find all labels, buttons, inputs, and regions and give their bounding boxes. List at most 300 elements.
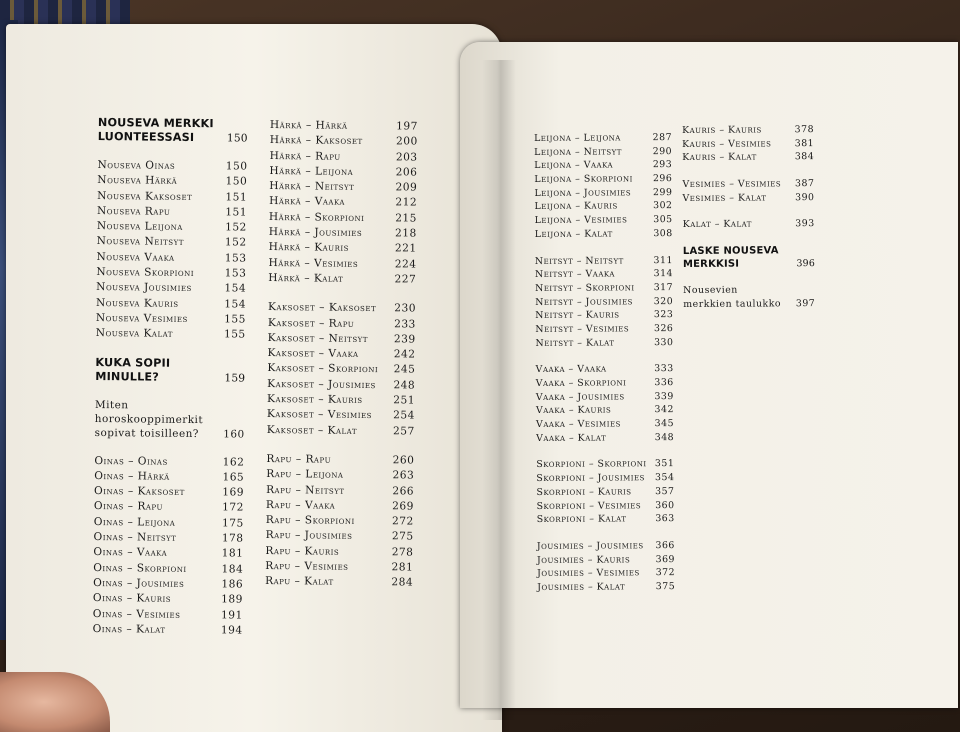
toc-entry <box>682 191 814 206</box>
toc-entry-title: Nouseva Vesimies <box>95 311 188 325</box>
toc-entry-title: Kaksoset – Jousimies <box>267 377 376 391</box>
toc-page-number: 218 <box>395 227 417 240</box>
toc-entry <box>682 137 814 152</box>
toc-entry <box>269 240 417 257</box>
toc-page-number: 320 <box>653 295 674 307</box>
toc-page-number: 263 <box>392 469 415 482</box>
toc-entry <box>94 484 244 501</box>
toc-entry-title: Oinas – Neitsyt <box>93 531 177 544</box>
toc-entry-title: Rapu – Vaaka <box>265 498 336 512</box>
toc-entry <box>97 234 247 251</box>
toc-entry-title: Oinas – Skorpioni <box>93 561 187 575</box>
toc-entry-title: Nouseva Rapu <box>96 204 171 218</box>
toc-section-heading <box>683 244 815 271</box>
toc-entry-title: Rapu – Neitsyt <box>266 483 345 497</box>
toc-page-number: 189 <box>221 593 244 606</box>
toc-page-number: 281 <box>391 561 414 574</box>
toc-entry-title: Leijona – Vesimies <box>534 214 628 227</box>
toc-page-number: 293 <box>652 159 673 171</box>
toc-entry-title: Jousimies – Kauris <box>536 553 631 566</box>
toc-entry <box>94 454 244 471</box>
toc-entry <box>537 512 675 527</box>
toc-page-number: 230 <box>394 302 417 315</box>
toc-spacer <box>268 286 416 302</box>
toc-entry-title: Vaaka – Kalat <box>536 432 607 444</box>
toc-entry-title: Kauris – Kalat <box>682 151 757 164</box>
toc-entry-title: Miten horoskooppimerkit sopivat toisilleen? <box>94 398 204 440</box>
toc-page-number: 396 <box>796 258 816 270</box>
toc-page-number: 152 <box>224 236 247 250</box>
toc-entry <box>93 545 243 562</box>
toc-entry <box>534 158 672 173</box>
toc-spacer <box>683 205 815 219</box>
toc-spacer <box>95 384 245 400</box>
toc-entry <box>682 123 814 138</box>
toc-entry <box>683 283 815 312</box>
toc-entry-title: Härkä – Vaaka <box>269 195 346 209</box>
toc-entry-title: Kalat – Kalat <box>682 218 752 231</box>
toc-entry <box>267 361 415 378</box>
toc-entry-title: Vesimies – Vesimies <box>682 178 782 191</box>
toc-page-number: 254 <box>393 409 415 422</box>
toc-spacer <box>682 164 814 178</box>
toc-entry-title: Kaksoset – Kauris <box>266 393 363 407</box>
toc-entry <box>94 469 244 486</box>
toc-page-number: 154 <box>224 298 247 311</box>
toc-entry-title: Rapu – Rapu <box>266 452 332 466</box>
toc-page-number: 311 <box>653 254 673 266</box>
toc-entry-title: Kaksoset – Rapu <box>267 316 355 330</box>
toc-page-number: 326 <box>653 322 674 335</box>
toc-entry-title: Neitsyt – Neitsyt <box>534 254 624 267</box>
toc-page-number: 206 <box>395 166 418 179</box>
toc-entry <box>267 392 415 409</box>
toc-page-number: 390 <box>795 191 815 203</box>
toc-page-number: 153 <box>224 267 247 280</box>
toc-entry-title: Nouseva Härkä <box>97 174 178 188</box>
toc-entry-title: Nousevien merkkien taulukko <box>683 284 782 311</box>
toc-page-number: 160 <box>223 427 245 441</box>
toc-entry-title: Neitsyt – Vesimies <box>535 323 630 335</box>
toc-entry-title: Nouseva Skorpioni <box>96 266 195 280</box>
toc-page-number: 260 <box>392 454 415 467</box>
toc-entry-title: Leijona – Neitsyt <box>534 146 622 158</box>
toc-entry-title: Oinas – Kauris <box>92 592 172 606</box>
toc-entry-title: Oinas – Kalat <box>92 622 166 636</box>
toc-page-number: 381 <box>794 137 815 149</box>
toc-entry <box>93 576 243 593</box>
toc-page-number: 363 <box>655 513 675 525</box>
left-page <box>6 24 502 732</box>
toc-entry-title: Härkä – Rapu <box>269 149 341 163</box>
toc-section-heading <box>95 356 245 386</box>
toc-entry <box>268 316 416 333</box>
toc-entry <box>93 561 243 578</box>
toc-entry-title: Nouseva Neitsyt <box>96 235 184 249</box>
toc-page-number: 314 <box>653 268 674 280</box>
toc-page-number: 194 <box>220 624 243 637</box>
toc-page-number: 245 <box>393 363 416 376</box>
toc-entry-title: Kaksoset – Vesimies <box>266 408 372 422</box>
toc-entry-title: Oinas – Leijona <box>93 515 176 529</box>
toc-page-number: 209 <box>395 181 418 194</box>
toc-page-number: 227 <box>394 273 417 286</box>
toc-page-number: 155 <box>223 328 246 341</box>
toc-entry <box>269 194 417 211</box>
toc-entry-title: Skorpioni – Kauris <box>536 486 632 498</box>
toc-entry-title: Härkä – Vesimies <box>268 256 359 270</box>
toc-entry <box>96 265 246 282</box>
toc-page-number: 299 <box>652 186 673 198</box>
toc-entry-title: Härkä – Kauris <box>268 241 350 255</box>
toc-page-number: 257 <box>392 424 415 438</box>
toc-entry <box>269 164 417 181</box>
toc-entry <box>96 250 246 267</box>
toc-page-number: 372 <box>655 567 676 579</box>
toc-entry-title: Kaksoset – Kalat <box>266 423 358 437</box>
toc-page-number: 191 <box>220 608 243 622</box>
toc-page-number: 287 <box>652 132 673 144</box>
toc-entry-title: Leijona – Leijona <box>534 132 621 144</box>
toc-page-number: 152 <box>225 221 247 234</box>
toc-entry-title: Neitsyt – Skorpioni <box>535 282 635 294</box>
toc-page-number: 317 <box>653 281 674 294</box>
toc-entry <box>535 322 673 337</box>
toc-entry <box>95 398 245 442</box>
toc-entry <box>682 177 814 192</box>
toc-entry <box>265 544 413 561</box>
toc-entry <box>268 300 416 317</box>
toc-entry <box>534 172 672 187</box>
toc-page-number: 153 <box>224 252 247 265</box>
toc-page-number: 369 <box>655 553 676 565</box>
toc-spacer <box>95 342 245 358</box>
toc-page-number: 342 <box>654 404 674 416</box>
toc-entry <box>535 281 673 296</box>
toc-page-number: 336 <box>654 377 674 389</box>
toc-entry <box>96 326 246 343</box>
toc-entry-title: Rapu – Jousimies <box>265 529 353 543</box>
toc-entry-title: Oinas – Rapu <box>93 500 163 514</box>
toc-entry <box>267 377 415 394</box>
toc-entry-title: Oinas – Kaksoset <box>94 485 185 499</box>
toc-entry <box>93 591 243 608</box>
toc-page-number: 348 <box>654 431 675 443</box>
toc-entry-title: Kauris – Kauris <box>682 124 762 136</box>
toc-page-number: 169 <box>222 486 245 499</box>
toc-entry <box>268 271 416 288</box>
toc-entry-title: Leijona – Jousimies <box>534 187 632 199</box>
toc-entry-title: Neitsyt – Kalat <box>535 337 615 349</box>
toc-entry-title: Neitsyt – Jousimies <box>535 295 634 308</box>
toc-page-number: 150 <box>225 160 248 173</box>
toc-entry-title: Vaaka – Jousimies <box>535 391 625 403</box>
toc-entry <box>94 530 244 547</box>
toc-entry-title: Skorpioni – Jousimies <box>536 472 645 485</box>
toc-entry <box>97 219 247 236</box>
toc-entry-title: Rapu – Skorpioni <box>265 514 355 528</box>
toc-entry-title: Leijona – Kalat <box>534 228 613 240</box>
toc-page-number: 278 <box>391 546 414 559</box>
toc-entry <box>265 574 413 591</box>
toc-entry-title: Leijona – Vaaka <box>534 159 614 172</box>
toc-entry <box>267 423 415 440</box>
toc-entry <box>536 457 674 472</box>
toc-entry <box>534 186 672 201</box>
toc-page-number: 357 <box>655 485 675 497</box>
toc-spacer <box>683 231 815 245</box>
toc-entry <box>97 204 247 221</box>
toc-page-number: 384 <box>794 151 815 163</box>
toc-entry <box>683 218 815 233</box>
toc-page-number: 351 <box>654 458 675 470</box>
toc-page-number: 172 <box>222 501 244 515</box>
toc-page-number: 242 <box>393 348 416 361</box>
toc-page-number: 308 <box>653 227 673 239</box>
toc-entry-title: Rapu – Kauris <box>265 544 340 558</box>
toc-page-number: 339 <box>654 390 674 402</box>
toc-entry-title: Oinas – Oinas <box>94 454 168 468</box>
toc-page-number: 175 <box>221 517 244 530</box>
toc-page-number: 203 <box>395 150 418 164</box>
toc-entry-title: Kaksoset – Kaksoset <box>267 301 377 315</box>
toc-entry <box>266 467 414 484</box>
toc-spacer <box>98 144 248 160</box>
toc-entry-title: Vaaka – Vesimies <box>536 418 621 431</box>
toc-entry-title: Vaaka – Skorpioni <box>535 377 627 389</box>
toc-page-number: 154 <box>224 282 247 295</box>
toc-page-number: 269 <box>392 500 415 513</box>
toc-entry <box>537 499 675 514</box>
toc-entry-title: Kaksoset – Vaaka <box>267 347 359 361</box>
toc-entry <box>536 417 674 432</box>
toc-entry <box>94 499 244 516</box>
toc-entry-title: Härkä – Kalat <box>268 271 344 285</box>
toc-entry <box>535 213 673 228</box>
toc-entry-title: LASKE NOUSEVA MERKKISI <box>682 245 779 271</box>
toc-page-number: 284 <box>391 576 414 589</box>
toc-entry-title: Nouseva Kauris <box>95 296 179 310</box>
toc-page-number: 165 <box>222 471 245 484</box>
toc-entry-title: Jousimies – Vesimies <box>537 567 640 580</box>
toc-entry-title: Härkä – Jousimies <box>268 226 363 240</box>
toc-entry <box>269 225 417 242</box>
toc-entry <box>537 580 675 595</box>
toc-entry <box>535 295 673 310</box>
toc-entry-title: Kaksoset – Skorpioni <box>267 362 379 376</box>
toc-page-number: 305 <box>653 214 673 226</box>
toc-entry <box>97 189 247 206</box>
toc-page-number: 159 <box>224 371 246 385</box>
toc-page-number: 197 <box>396 120 418 133</box>
toc-entry-title: Vaaka – Kauris <box>535 404 612 417</box>
toc-entry-title: Kauris – Vesimies <box>682 138 772 150</box>
toc-entry <box>535 254 673 269</box>
toc-entry <box>535 336 673 351</box>
toc-page-number: 248 <box>393 379 416 392</box>
toc-entry <box>266 483 414 500</box>
toc-entry-title: NOUSEVA MERKKI LUONTEESSASI <box>97 116 214 145</box>
toc-column-left-1 <box>93 116 248 639</box>
toc-entry-title: Härkä – Härkä <box>269 118 348 132</box>
toc-page-number: 375 <box>655 580 676 593</box>
toc-entry <box>97 158 247 175</box>
toc-entry <box>96 311 246 328</box>
toc-section-heading <box>98 116 248 146</box>
toc-page-number: 296 <box>652 173 673 185</box>
toc-column-right-2 <box>682 123 815 312</box>
toc-page-number: 215 <box>395 212 418 225</box>
toc-spacer <box>537 526 675 540</box>
toc-entry <box>534 145 672 160</box>
toc-entry-title: Leijona – Skorpioni <box>534 173 633 186</box>
toc-entry-title: Jousimies – Kalat <box>537 581 626 593</box>
toc-entry-title: Kaksoset – Neitsyt <box>267 331 369 345</box>
toc-entry-title: Härkä – Neitsyt <box>269 180 355 194</box>
toc-entry-title: Jousimies – Jousimies <box>536 540 644 552</box>
toc-entry <box>97 173 247 190</box>
toc-entry <box>268 256 416 273</box>
toc-spacer <box>536 349 674 363</box>
toc-entry-title: Neitsyt – Vaaka <box>534 268 615 281</box>
toc-entry <box>266 513 414 530</box>
toc-page-number: 239 <box>393 333 416 346</box>
toc-entry-title: Nouseva Jousimies <box>96 281 192 295</box>
toc-column-left-2 <box>265 118 418 591</box>
toc-entry <box>266 498 414 515</box>
toc-page-number: 155 <box>224 313 246 326</box>
toc-page-number: 266 <box>392 484 415 498</box>
toc-page-number: 360 <box>655 499 675 511</box>
toc-column-right-1 <box>534 131 675 595</box>
toc-spacer <box>536 444 674 458</box>
toc-entry <box>537 539 675 554</box>
toc-entry <box>96 296 246 313</box>
toc-page-number: 233 <box>394 317 416 331</box>
toc-entry <box>268 331 416 348</box>
toc-entry-title: Oinas – Jousimies <box>93 576 185 590</box>
toc-entry <box>682 150 814 165</box>
toc-entry-title: Skorpioni – Skorpioni <box>536 458 647 471</box>
toc-entry <box>270 133 418 150</box>
toc-entry <box>536 390 674 405</box>
toc-page-number: 323 <box>653 309 674 321</box>
toc-entry <box>269 210 417 227</box>
toc-entry <box>265 559 413 576</box>
toc-entry-title: Skorpioni – Vesimies <box>536 499 642 512</box>
toc-entry-title: Nouseva Kalat <box>95 327 174 341</box>
toc-entry-title: Leijona – Kauris <box>534 200 618 213</box>
book-gutter <box>482 60 516 720</box>
toc-entry-title: KUKA SOPII MINULLE? <box>95 355 171 384</box>
toc-page-number: 393 <box>795 218 815 230</box>
toc-spacer <box>535 241 673 255</box>
toc-page-number: 387 <box>794 178 815 190</box>
toc-page-number: 290 <box>652 145 673 157</box>
toc-spacer <box>94 440 244 456</box>
toc-entry-title: Oinas – Vesimies <box>92 607 181 621</box>
toc-entry <box>536 403 674 418</box>
toc-entry <box>536 362 674 377</box>
toc-entry-title: Härkä – Kaksoset <box>269 134 363 148</box>
toc-entry-title: Nouseva Vaaka <box>96 250 175 264</box>
toc-entry <box>536 376 674 391</box>
toc-entry <box>535 227 673 242</box>
toc-spacer <box>683 270 815 284</box>
toc-entry <box>537 553 675 568</box>
toc-page-number: 212 <box>395 196 418 210</box>
toc-entry-title: Rapu – Kalat <box>265 575 334 589</box>
toc-entry-title: Neitsyt – Kauris <box>535 309 620 322</box>
toc-page-number: 181 <box>221 547 244 560</box>
toc-page-number: 200 <box>395 135 418 148</box>
toc-page-number: 366 <box>655 539 675 552</box>
toc-entry <box>94 515 244 532</box>
toc-entry <box>534 199 672 214</box>
toc-entry <box>536 431 674 446</box>
toc-page-number: 275 <box>391 530 414 543</box>
toc-entry <box>269 179 417 196</box>
toc-entry <box>536 471 674 486</box>
toc-entry <box>96 280 246 297</box>
toc-page-number: 178 <box>221 532 244 545</box>
toc-entry <box>267 407 415 424</box>
toc-entry <box>535 267 673 282</box>
toc-entry <box>537 566 675 581</box>
toc-entry-title: Härkä – Skorpioni <box>268 210 365 224</box>
toc-entry-title: Rapu – Vesimies <box>265 559 349 573</box>
toc-entry-title: Oinas – Härkä <box>94 469 170 483</box>
toc-entry-title: Härkä – Leijona <box>269 164 354 178</box>
toc-entry <box>536 485 674 500</box>
toc-page-number: 272 <box>391 515 414 528</box>
toc-entry-title: Vaaka – Vaaka <box>535 363 607 376</box>
toc-page-number: 354 <box>654 472 675 484</box>
toc-page-number: 251 <box>393 394 416 407</box>
toc-page-number: 330 <box>654 336 674 348</box>
toc-page-number: 224 <box>394 257 417 271</box>
toc-entry-title: Rapu – Leijona <box>266 468 344 482</box>
toc-entry <box>270 149 418 166</box>
toc-entry-title: Nouseva Oinas <box>97 158 176 172</box>
toc-page-number: 345 <box>654 418 675 430</box>
toc-entry-title: Nouseva Leijona <box>96 220 183 234</box>
toc-entry <box>270 118 418 135</box>
tablecloth-edge <box>0 0 130 24</box>
toc-page-number: 333 <box>654 363 674 375</box>
toc-entry <box>266 452 414 469</box>
toc-entry <box>266 528 414 545</box>
toc-page-number: 151 <box>225 190 248 204</box>
toc-entry-title: Nouseva Kaksoset <box>97 189 193 203</box>
toc-page-number: 302 <box>653 200 673 212</box>
toc-entry-title: Vesimies – Kalat <box>682 192 767 204</box>
toc-entry <box>93 622 243 639</box>
toc-page-number: 150 <box>226 132 248 145</box>
toc-page-number: 186 <box>221 578 244 591</box>
toc-page-number: 184 <box>221 562 244 576</box>
toc-page-number: 397 <box>795 298 816 310</box>
toc-page-number: 150 <box>225 175 248 188</box>
toc-page-number: 221 <box>394 242 417 255</box>
toc-entry <box>93 607 243 624</box>
toc-page-number: 162 <box>222 455 245 469</box>
toc-entry <box>267 346 415 363</box>
toc-entry <box>534 131 672 146</box>
toc-entry <box>535 308 673 323</box>
toc-page-number: 378 <box>794 124 815 136</box>
toc-entry-title: Skorpioni – Kalat <box>536 513 627 526</box>
